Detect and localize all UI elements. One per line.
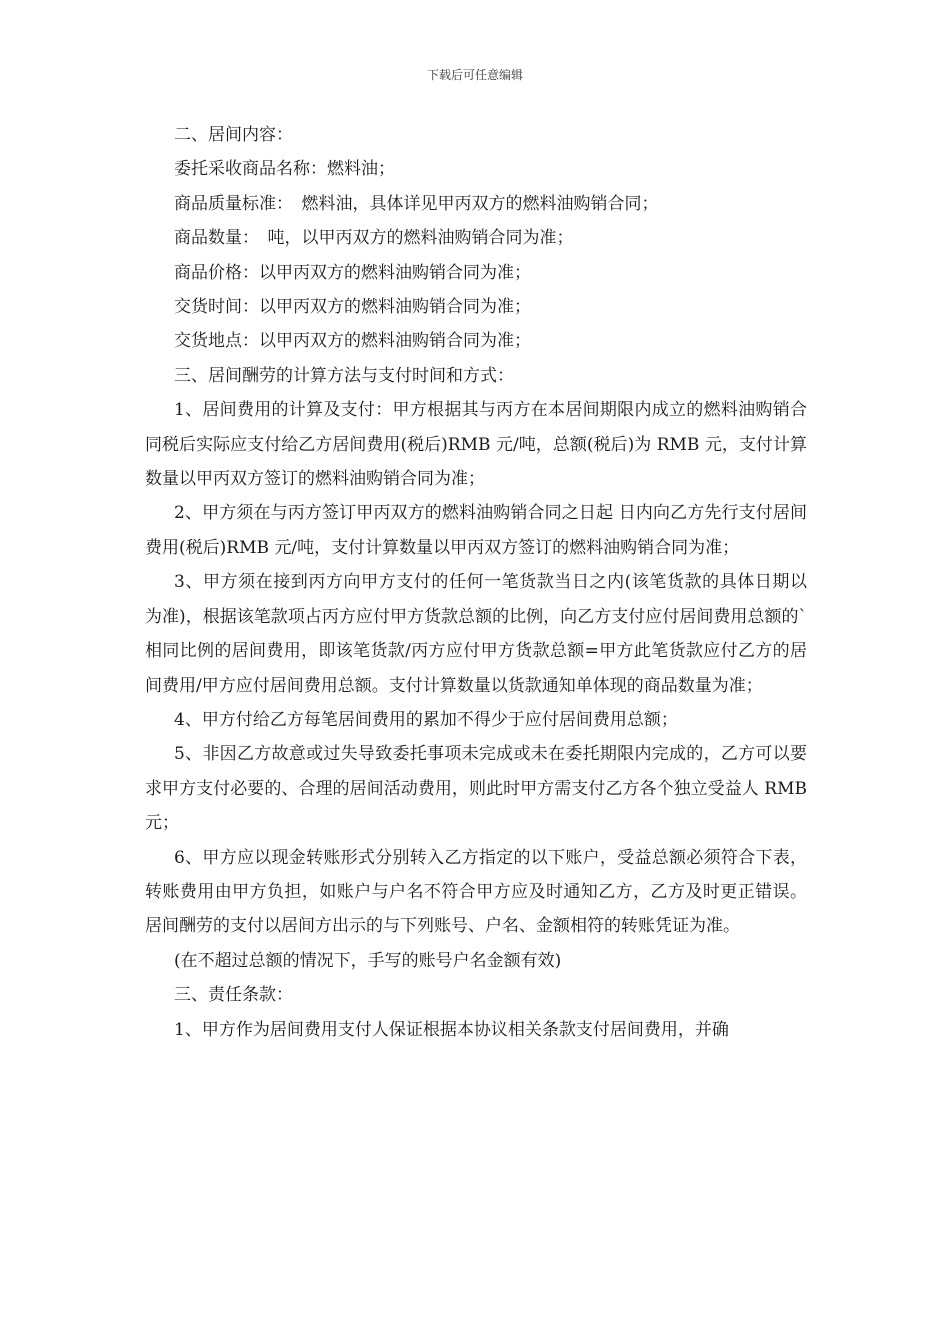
document-body — [145, 118, 807, 1047]
paragraph: 4、甲方付给乙方每笔居间费用的累加不得少于应付居间费用总额； — [174, 709, 678, 730]
paragraph: 5、非因乙方故意或过失导致委托事项未完成或未在委托期限内完成的，乙方可以要求甲方支付必要的、合理的居间活动费用，则此时甲方需支付乙方各个独立受益人 RMB 元； — [145, 744, 807, 834]
paragraph: 交货地点：以甲丙双方的燃料油购销合同为准； — [174, 331, 531, 352]
paragraph: 商品价格：以甲丙双方的燃料油购销合同为准； — [174, 262, 531, 283]
paragraph: 1、甲方作为居间费用支付人保证根据本协议相关条款支付居间费用，并确 — [174, 1019, 729, 1040]
paragraph: 2、甲方须在与丙方签订甲丙双方的燃料油购销合同之日起 日内向乙方先行支付居间费用(税后)RMB 元/吨，支付计算数量以甲丙双方签订的燃料油购销合同为准； — [145, 503, 807, 558]
section-heading: 二、居间内容： — [174, 125, 293, 145]
section-heading: 三、责任条款： — [174, 985, 293, 1006]
paragraph: 商品质量标准： 燃料油，具体详见甲丙双方的燃料油购销合同； — [174, 193, 659, 214]
paragraph: 委托采收商品名称：燃料油； — [174, 159, 395, 180]
paragraph: (在不超过总额的情况下，手写的账号户名金额有效) — [174, 950, 562, 971]
paragraph: 6、甲方应以现金转账形式分别转入乙方指定的以下账户，受益总额必须符合下表，转账费用由甲方负担，如账户与户名不符合甲方应及时通知乙方，乙方及时更正错误。居间酬劳的支付以居间方出示的与下列账号、户名、金额相符的转账凭证为准。 — [145, 847, 807, 937]
paragraph: 1、居间费用的计算及支付：甲方根据其与丙方在本居间期限内成立的燃料油购销合同税后实际应支付给乙方居间费用(税后)RMB 元/吨，总额(税后)为 RMB 元，支付计算数量以甲丙双方签订的燃料油购销合同为准； — [145, 400, 807, 490]
paragraph: 3、甲方须在接到丙方向甲方支付的任何一笔货款当日之内(该笔货款的具体日期以 为准)，根据该笔款项占丙方应付甲方货款总额的比例，向乙方支付应付居间费用总额的`相同比例的居间费用，即该笔货款/丙方应付甲方货款总额=甲方此笔货款应付乙方的居间费用/甲方应付居间费用总额。支付计算数量以货款通知单体现的商品数量为准； — [145, 572, 807, 696]
paragraph: 交货时间：以甲丙双方的燃料油购销合同为准； — [174, 297, 531, 318]
paragraph: 商品数量： 吨，以甲丙双方的燃料油购销合同为准； — [174, 228, 574, 249]
header-note: 下载后可任意编辑 — [426, 68, 523, 82]
section-heading: 三、居间酬劳的计算方法与支付时间和方式： — [174, 365, 514, 386]
